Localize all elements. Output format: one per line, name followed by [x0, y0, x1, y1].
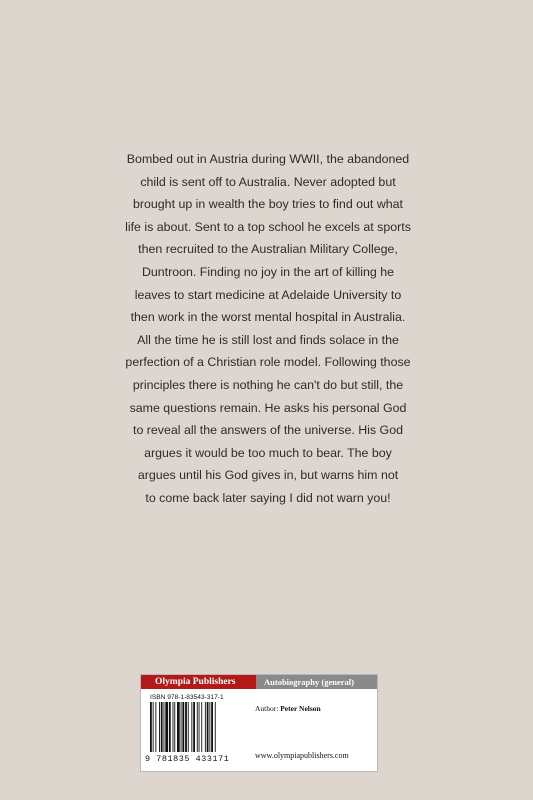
blurb-line: to reveal all the answers of the universe. His God	[133, 423, 403, 438]
blurb-line: principles there is nothing he can't do but still, the	[132, 377, 404, 392]
blurb-line: brought up in wealth the boy tries to find out what	[132, 197, 403, 212]
blurb-line: argues until his God gives in, but warns him not	[137, 468, 399, 483]
blurb-line: child is sent off to Australia. Never adopted but	[140, 174, 396, 189]
barcode-digits: 9 781835 433171	[145, 754, 230, 764]
isbn-label: ISBN 978-1-83543-317-1	[150, 694, 224, 701]
blurb-line: Duntroon. Finding no joy in the art of killing he	[141, 264, 395, 279]
blurb-line: same questions remain. He asks his personal God	[129, 400, 407, 415]
publisher-barcode-panel	[140, 674, 378, 772]
blurb-line: life is about. Sent to a top school he excels at sports	[125, 219, 411, 234]
publisher-name: Olympia Publishers	[141, 675, 256, 689]
author-name: Peter Nelson	[280, 704, 321, 713]
blurb-line: perfection of a Christian role model. Following those	[125, 355, 411, 370]
blurb-line: then work in the worst mental hospital in Australia.	[130, 310, 406, 325]
back-cover-blurb	[118, 148, 418, 510]
book-category: Autobiography (general)	[256, 675, 377, 689]
blurb-line: argues it would be too much to bear. The boy	[144, 445, 392, 460]
blurb-line: leaves to start medicine at Adelaide University to	[134, 287, 402, 302]
blurb-line: then recruited to the Australian Military College,	[138, 242, 398, 257]
publisher-website: www.olympiapublishers.com	[255, 751, 349, 760]
blurb-line: All the time he is still lost and finds solace in the	[137, 332, 399, 347]
barcode-image	[150, 702, 242, 752]
blurb-line: Bombed out in Austria during WWII, the abandoned	[126, 152, 410, 166]
blurb-line: to come back later saying I did not warn you!	[145, 490, 391, 505]
author-label: Author:	[255, 704, 279, 713]
panel-header	[141, 675, 377, 689]
author-line	[255, 704, 321, 713]
